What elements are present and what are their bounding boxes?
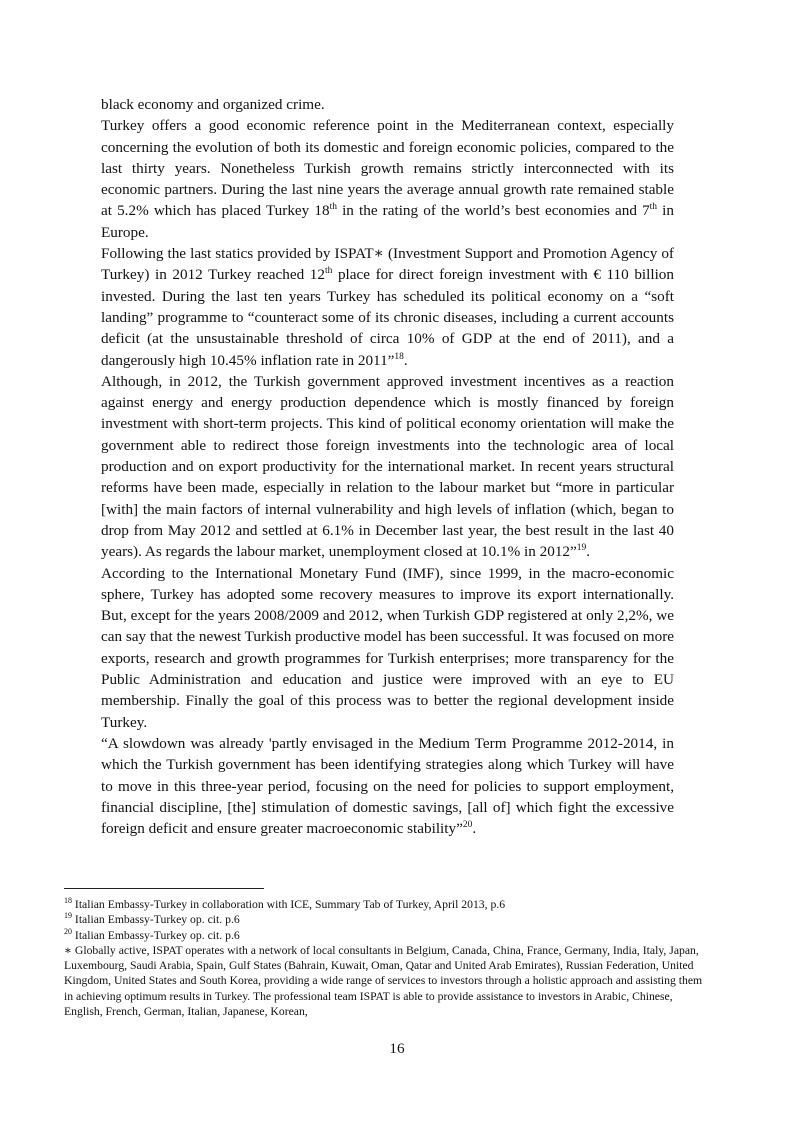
paragraph-text: in the rating of the world’s best economies and 7 bbox=[336, 202, 650, 220]
footnote-mark: 19 bbox=[64, 911, 72, 921]
superscript: th bbox=[649, 202, 658, 213]
footnote-18 bbox=[64, 897, 714, 912]
footnote-mark: 18 bbox=[64, 896, 72, 905]
paragraph-text: Following the last statics provided by ISPAT∗ (Investment Support and Promotion Agency of Turkey) in 2012 Turkey reached 12 bbox=[101, 245, 674, 284]
paragraph-3 bbox=[101, 243, 674, 371]
footnote-divider bbox=[64, 888, 264, 889]
footnote-ref-19[interactable]: 19 bbox=[576, 543, 587, 554]
footnote-mark: ∗ bbox=[64, 943, 72, 957]
footnote-ispat bbox=[64, 943, 714, 1019]
paragraph-text: “A slowdown was already 'partly envisaged in the Medium Term Programme 2012-2014, in which the Turkish government has been identifying strategies along which Turkey will have to move in this three-year period, focusing on the need for policies to support employment, financial discipline, [the] stimulation of domestic savings, [all of] which fight the excessive foreign deficit and ensure greater macroeconomic stability” bbox=[101, 734, 674, 838]
paragraph-1 bbox=[101, 94, 674, 115]
paragraph-text: place for direct foreign investment with € 110 billion invested. During the last ten years Turkey has scheduled its political economy on a “soft landing” programme to “counteract some of its chronic diseases, including a current accounts deficit (at the unsustainable threshold of circa 10% of GDP at the end of 2011), and a dangerously high 10.45% inflation rate in 2011” bbox=[101, 266, 674, 369]
paragraph-text: Although, in 2012, the Turkish government approved investment incentives as a reaction against energy and energy production dependence which is mostly financed by foreign investment with short-term projects. This kind of political economy orientation will make the government able to redirect those foreign investments into the technologic area of local production and on export productivity for the international market. In recent years structural reforms have been made, especially in relation to the labour market but “more in particular [with] the main factors of internal vulnerability and high levels of inflation (which, began to drop from May 2012 and settled at 6.1% in December last year, the best result in the last 40 years). As regards the labour market, unemployment closed at 10.1% in 2012” bbox=[101, 372, 674, 561]
footnote-ref-20[interactable]: 20 bbox=[462, 820, 473, 831]
paragraph-text: in Europe. bbox=[101, 202, 674, 241]
paragraph-text: According to the International Monetary Fund (IMF), since 1999, in the macro-economic sphere, Turkey has adopted some recovery measures to improve its export internationally. But, except for the years 2008/2009 and 2012, when Turkish GDP registered at only 2,2%, we can say that the newest Turkish productive model has been successful. It was focused on more exports, research and growth programmes for Turkish enterprises; more transparency for the Public Administration and education and justice were improved with an eye to EU membership. Finally the goal of this process was to better the regional development inside Turkey. bbox=[101, 564, 674, 731]
paragraph-text: . bbox=[403, 351, 408, 369]
superscript: th bbox=[324, 266, 333, 277]
paragraph-text: Turkey offers a good economic reference point in the Mediterranean context, especially concerning the evolution of both its domestic and foreign economic policies, compared to the last thirty years. Nonetheless Turkish growth remains strictly interconnected with its economic partners. During the last nine years the average annual growth rate remained stable at 5.2% which has placed Turkey 18 bbox=[101, 117, 674, 220]
footnote-text: Italian Embassy-Turkey op. cit. p.6 bbox=[72, 928, 240, 942]
paragraph-2 bbox=[101, 115, 674, 243]
superscript: th bbox=[329, 202, 337, 213]
footnote-20 bbox=[64, 928, 714, 943]
paragraph-text: . bbox=[586, 543, 591, 561]
footnote-19 bbox=[64, 912, 714, 927]
page-number: 16 bbox=[389, 1040, 405, 1057]
footnote-mark: 20 bbox=[64, 926, 72, 936]
footnote-text: Italian Embassy-Turkey op. cit. p.6 bbox=[72, 913, 240, 927]
paragraph-text: black economy and organized crime. bbox=[101, 96, 325, 113]
footnote-text: Italian Embassy-Turkey in collaboration with ICE, Summary Tab of Turkey, April 2013, p.6 bbox=[72, 898, 506, 911]
footnotes bbox=[64, 897, 714, 1019]
paragraph-5 bbox=[101, 563, 674, 733]
paragraph-6 bbox=[101, 733, 674, 839]
footnote-text: Globally active, ISPAT operates with a network of local consultants in Belgium, Canada, China, France, Germany, India, Italy, Japan, Luxembourg, Saudi Arabia, Spain, Gulf States (Bahrain, Kuwait, Oman, Qatar and United Arab Emirates), Russian Federation, United Kingdom, United States and South Korea, providing a wide range of services to investors through a holistic approach and assisting them in achieving optimum results in Turkey. The professional team ISPAT is able to provide assistance to investors in Arabic, Chinese, English, French, German, Italian, Japanese, Korean, bbox=[64, 943, 703, 1019]
footnote-ref-18[interactable]: 18 bbox=[394, 351, 404, 362]
body-text bbox=[101, 94, 674, 839]
paragraph-4 bbox=[101, 371, 674, 563]
paragraph-text: . bbox=[472, 820, 477, 838]
